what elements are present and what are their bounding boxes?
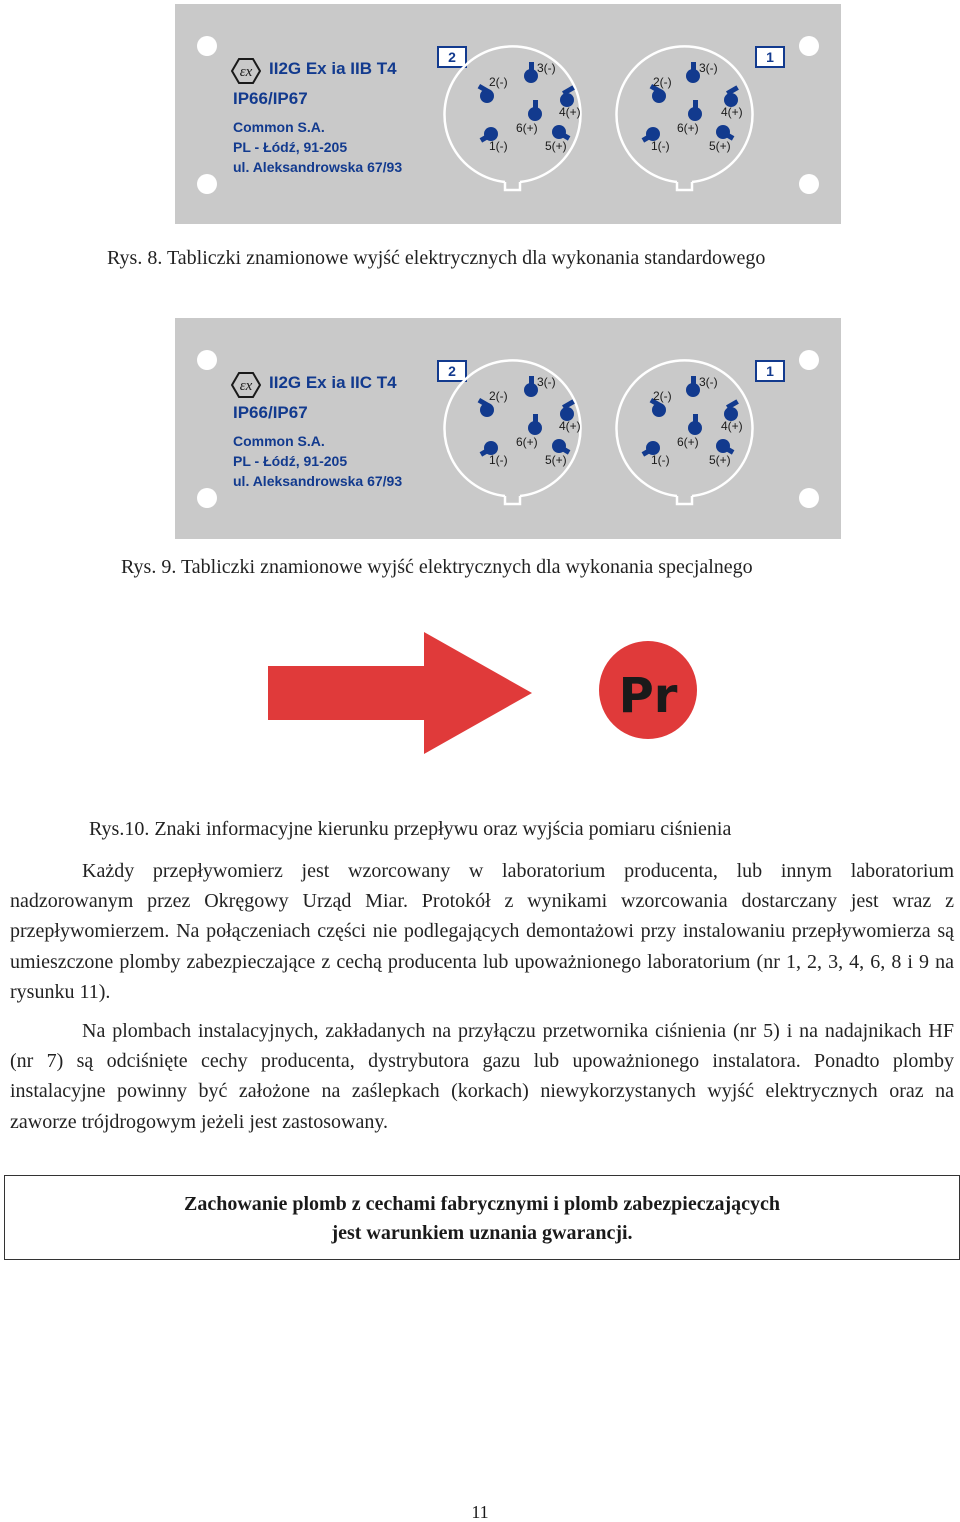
pin-label: 6(+) [516,435,538,449]
warranty-notice-line2: jest warunkiem uznania gwarancji. [331,1222,633,1244]
pin-label: 6(+) [516,121,538,135]
pin-label: 5(+) [709,453,731,467]
pin-label: 3(-) [537,375,556,389]
company-city: PL - Łódź, 91-205 [233,453,348,469]
pin-label: 3(-) [699,375,718,389]
pin-label: 4(+) [721,105,743,119]
flow-direction-arrow-icon [268,632,534,754]
pin-label: 5(+) [545,453,567,467]
company-city: PL - Łódź, 91-205 [233,139,348,155]
pin-label: 4(+) [559,419,581,433]
pin-label: 1(-) [489,453,508,467]
company-name: Common S.A. [233,433,325,449]
connector-number-2: 2 [437,46,467,68]
connector-number-2: 2 [437,360,467,382]
pin-label: 2(-) [489,75,508,89]
pin-label: 1(-) [651,453,670,467]
warranty-notice-line1: Zachowanie plomb z cechami fabrycznymi i plomb zabezpieczających [183,1193,781,1215]
ip-rating: IP66/IP67 [233,403,308,422]
pin-label: 2(-) [653,75,672,89]
ex-marking: II2G Ex ia IIB T4 [269,59,397,78]
page-number: 11 [471,1502,489,1522]
pin-label: 3(-) [537,61,556,75]
pin-label: 2(-) [489,389,508,403]
svg-text:εx: εx [239,64,253,80]
company-street: ul. Aleksandrowska 67/93 [233,159,403,175]
ip-rating: IP66/IP67 [233,89,308,108]
figure-8-caption: Rys. 8. Tabliczki znamionowe wyjść elektrycznych dla wykonania standardowego [107,247,766,269]
connector-number-1: 1 [755,360,785,382]
figure-9-caption: Rys. 9. Tabliczki znamionowe wyjść elektrycznych dla wykonania specjalnego [121,556,753,578]
pin-label: 5(+) [545,139,567,153]
pin-label: 5(+) [709,139,731,153]
pin-label: 3(-) [699,61,718,75]
company-street: ul. Aleksandrowska 67/93 [233,473,403,489]
pin-label: 4(+) [559,105,581,119]
pin-label: 2(-) [653,389,672,403]
pressure-output-sign [598,640,698,740]
pin-label: 1(-) [489,139,508,153]
connector-number-1: 1 [755,46,785,68]
svg-text:εx: εx [239,378,253,394]
ex-marking: II2G Ex ia IIC T4 [269,373,397,392]
paragraph-calibration: Każdy przepływomierz jest wzorcowany w laboratorium producenta, lub innym laboratorium nadzorowanym przez Okręgowy Urząd Miar. Protokół z wynikami wzorcowania dostarczany jest wraz z przepływomierzem. Na połączeniach części nie podlegających demontażowi przy instalowaniu przepływomierza są umieszczone plomby zabezpieczające z cechą producenta lub upoważnionego laboratorium (nr 1, 2, 3, 4, 6, 8 i 9 na rysunku 11). [10,860,954,1003]
pin-label: 4(+) [721,419,743,433]
pin-label: 6(+) [677,435,699,449]
pin-label: 1(-) [651,139,670,153]
paragraph-installation-seals: Na plombach instalacyjnych, zakładanych na przyłączu przetwornika ciśnienia (nr 5) i na nadajnikach HF (nr 7) są odciśnięte cechy producenta, dystrybutora gazu lub upoważnionego instalatora. Ponadto plomby instalacyjne powinny być założone na zaślepkach (korkach) niewykorzystanych wyjść elektrycznych oraz na zaworze trójdrogowym jeżeli jest zastosowany. [10,1020,954,1133]
warranty-notice-box [4,1175,960,1260]
pin-label: 6(+) [677,121,699,135]
pressure-label: Pr [618,668,678,724]
nameplate-standard [175,4,841,224]
company-name: Common S.A. [233,119,325,135]
figure-10-caption: Rys.10. Znaki informacyjne kierunku przepływu oraz wyjścia pomiaru ciśnienia [89,818,732,840]
nameplate-special [175,318,841,539]
